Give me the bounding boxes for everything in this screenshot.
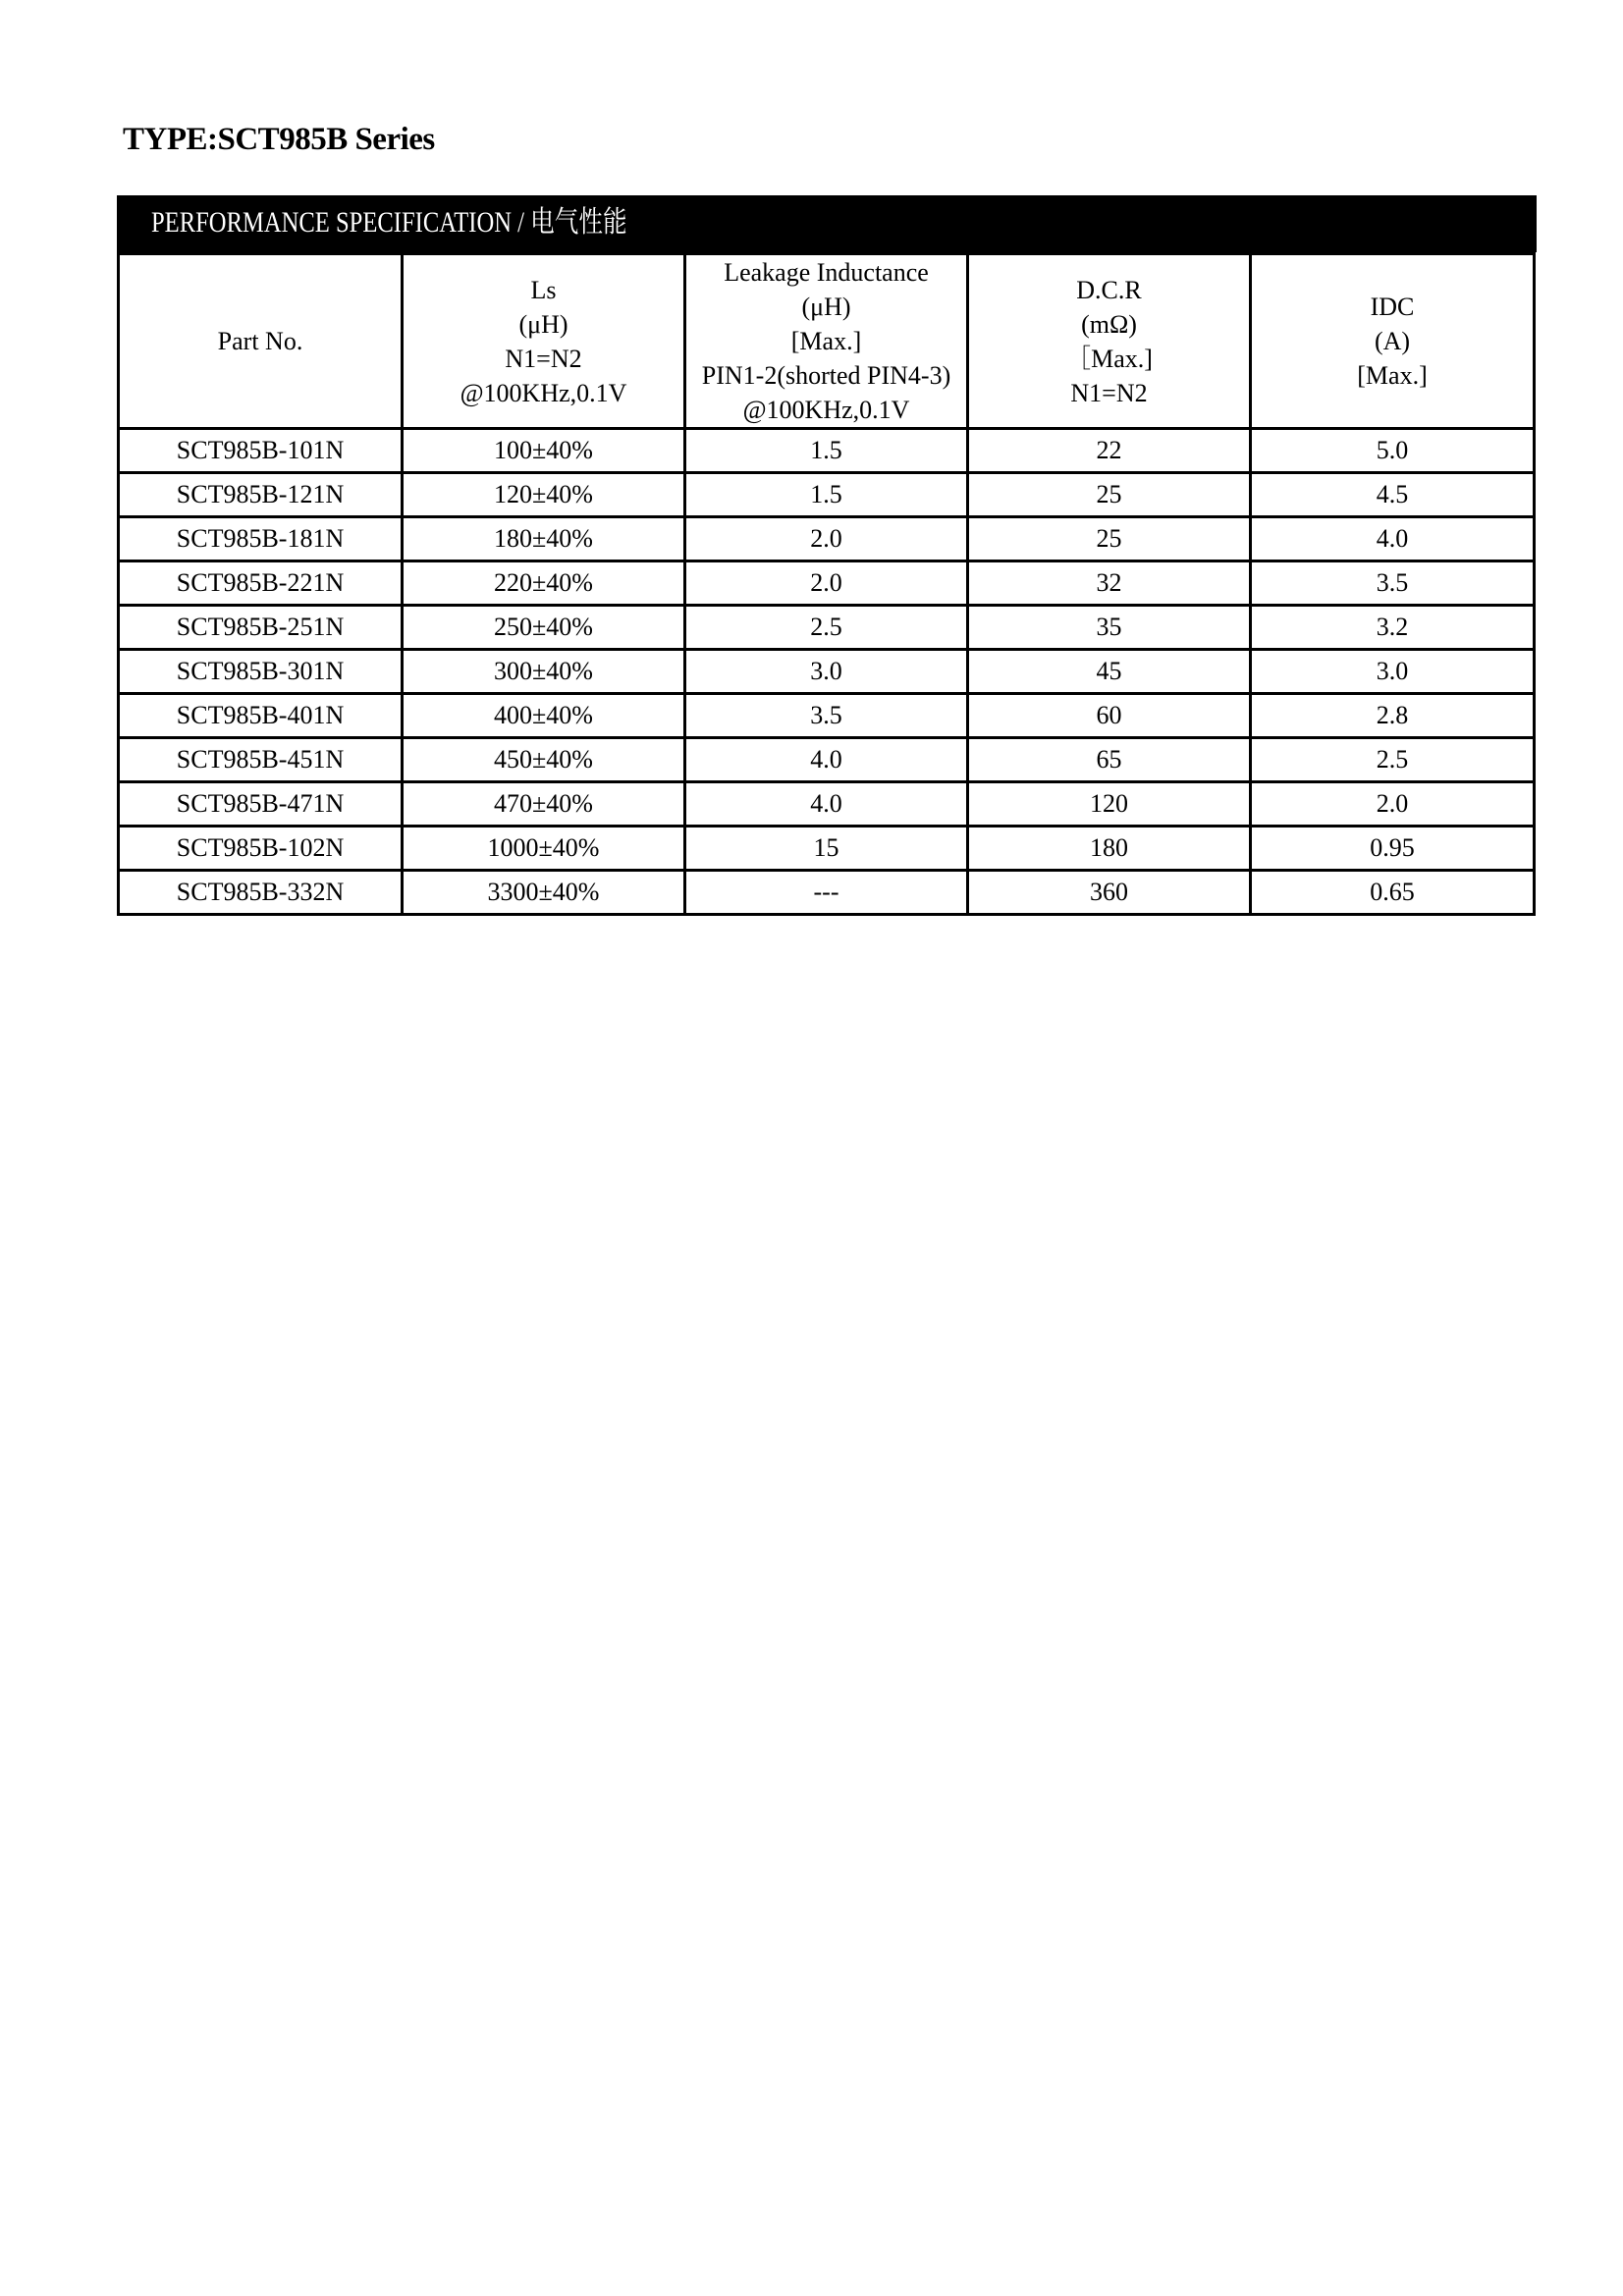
cell-dcr: 35	[968, 606, 1251, 650]
cell-dcr: 45	[968, 650, 1251, 694]
cell-part-no: SCT985B-101N	[119, 429, 403, 473]
table-row	[119, 517, 1535, 561]
column-header-idc	[1251, 254, 1535, 429]
cell-idc: 4.5	[1251, 473, 1535, 517]
cell-part-no: SCT985B-451N	[119, 738, 403, 782]
cell-idc: 2.5	[1251, 738, 1535, 782]
cell-part-no: SCT985B-121N	[119, 473, 403, 517]
table-header-row	[119, 254, 1535, 429]
cell-ls: 120±40%	[403, 473, 685, 517]
cell-leakage-inductance: ---	[685, 871, 968, 915]
cell-dcr: 32	[968, 561, 1251, 606]
header-line: Ls	[530, 275, 557, 304]
header-line: (mΩ)	[1081, 309, 1137, 339]
cell-ls: 1000±40%	[403, 827, 685, 871]
header-line: (A)	[1374, 327, 1411, 355]
header-line: @100KHz,0.1V	[460, 378, 627, 407]
cell-idc: 3.0	[1251, 650, 1535, 694]
cell-leakage-inductance: 1.5	[685, 429, 968, 473]
table-row	[119, 694, 1535, 738]
cell-idc: 4.0	[1251, 517, 1535, 561]
table-row	[119, 473, 1535, 517]
performance-spec-table	[117, 252, 1536, 916]
table-row	[119, 606, 1535, 650]
cell-dcr: 65	[968, 738, 1251, 782]
table-row	[119, 650, 1535, 694]
cell-leakage-inductance: 3.5	[685, 694, 968, 738]
cell-part-no: SCT985B-221N	[119, 561, 403, 606]
header-line: Part No.	[217, 327, 303, 355]
cell-dcr: 180	[968, 827, 1251, 871]
header-line: (μH)	[518, 309, 568, 339]
cell-idc: 2.8	[1251, 694, 1535, 738]
cell-leakage-inductance: 2.0	[685, 517, 968, 561]
table-row	[119, 429, 1535, 473]
cell-part-no: SCT985B-401N	[119, 694, 403, 738]
cell-leakage-inductance: 4.0	[685, 738, 968, 782]
cell-part-no: SCT985B-251N	[119, 606, 403, 650]
cell-idc: 3.2	[1251, 606, 1535, 650]
header-line: (μH)	[801, 293, 851, 321]
column-header-dcr	[968, 254, 1251, 429]
table-row	[119, 827, 1535, 871]
cell-ls: 470±40%	[403, 782, 685, 827]
cell-ls: 450±40%	[403, 738, 685, 782]
cell-ls: 3300±40%	[403, 871, 685, 915]
cell-idc: 0.95	[1251, 827, 1535, 871]
cell-leakage-inductance: 15	[685, 827, 968, 871]
cell-dcr: 25	[968, 517, 1251, 561]
cell-dcr: 25	[968, 473, 1251, 517]
cell-ls: 220±40%	[403, 561, 685, 606]
cell-idc: 2.0	[1251, 782, 1535, 827]
header-line: N1=N2	[1070, 378, 1148, 407]
header-line: ［Max.]	[1065, 344, 1153, 373]
header-line: [Max.]	[1357, 361, 1428, 390]
cell-dcr: 22	[968, 429, 1251, 473]
header-line: N1=N2	[505, 344, 582, 373]
column-header-leakage-inductance	[685, 254, 968, 429]
cell-part-no: SCT985B-471N	[119, 782, 403, 827]
table-row	[119, 782, 1535, 827]
table-row	[119, 738, 1535, 782]
cell-dcr: 120	[968, 782, 1251, 827]
section-header-bar	[117, 195, 1537, 252]
header-line: D.C.R	[1076, 275, 1142, 304]
cell-part-no: SCT985B-301N	[119, 650, 403, 694]
cell-leakage-inductance: 2.5	[685, 606, 968, 650]
cell-ls: 300±40%	[403, 650, 685, 694]
cell-ls: 180±40%	[403, 517, 685, 561]
cell-ls: 100±40%	[403, 429, 685, 473]
table-row	[119, 561, 1535, 606]
cell-idc: 5.0	[1251, 429, 1535, 473]
header-line: Leakage Inductance	[724, 258, 929, 287]
table-row	[119, 871, 1535, 915]
cell-part-no: SCT985B-332N	[119, 871, 403, 915]
document-title: TYPE:SCT985B Series	[123, 122, 435, 157]
cell-part-no: SCT985B-181N	[119, 517, 403, 561]
column-header-part-no	[119, 254, 403, 429]
cell-leakage-inductance: 3.0	[685, 650, 968, 694]
section-header-text: PERFORMANCE SPECIFICATION / 电气性能	[151, 206, 627, 239]
column-header-ls	[403, 254, 685, 429]
cell-part-no: SCT985B-102N	[119, 827, 403, 871]
cell-dcr: 360	[968, 871, 1251, 915]
cell-dcr: 60	[968, 694, 1251, 738]
cell-leakage-inductance: 1.5	[685, 473, 968, 517]
header-line: @100KHz,0.1V	[742, 396, 910, 424]
header-line: [Max.]	[790, 327, 862, 355]
header-line: IDC	[1370, 293, 1415, 321]
cell-leakage-inductance: 2.0	[685, 561, 968, 606]
cell-idc: 0.65	[1251, 871, 1535, 915]
cell-idc: 3.5	[1251, 561, 1535, 606]
cell-leakage-inductance: 4.0	[685, 782, 968, 827]
cell-ls: 400±40%	[403, 694, 685, 738]
header-line: PIN1-2(shorted PIN4-3)	[701, 361, 951, 390]
cell-ls: 250±40%	[403, 606, 685, 650]
